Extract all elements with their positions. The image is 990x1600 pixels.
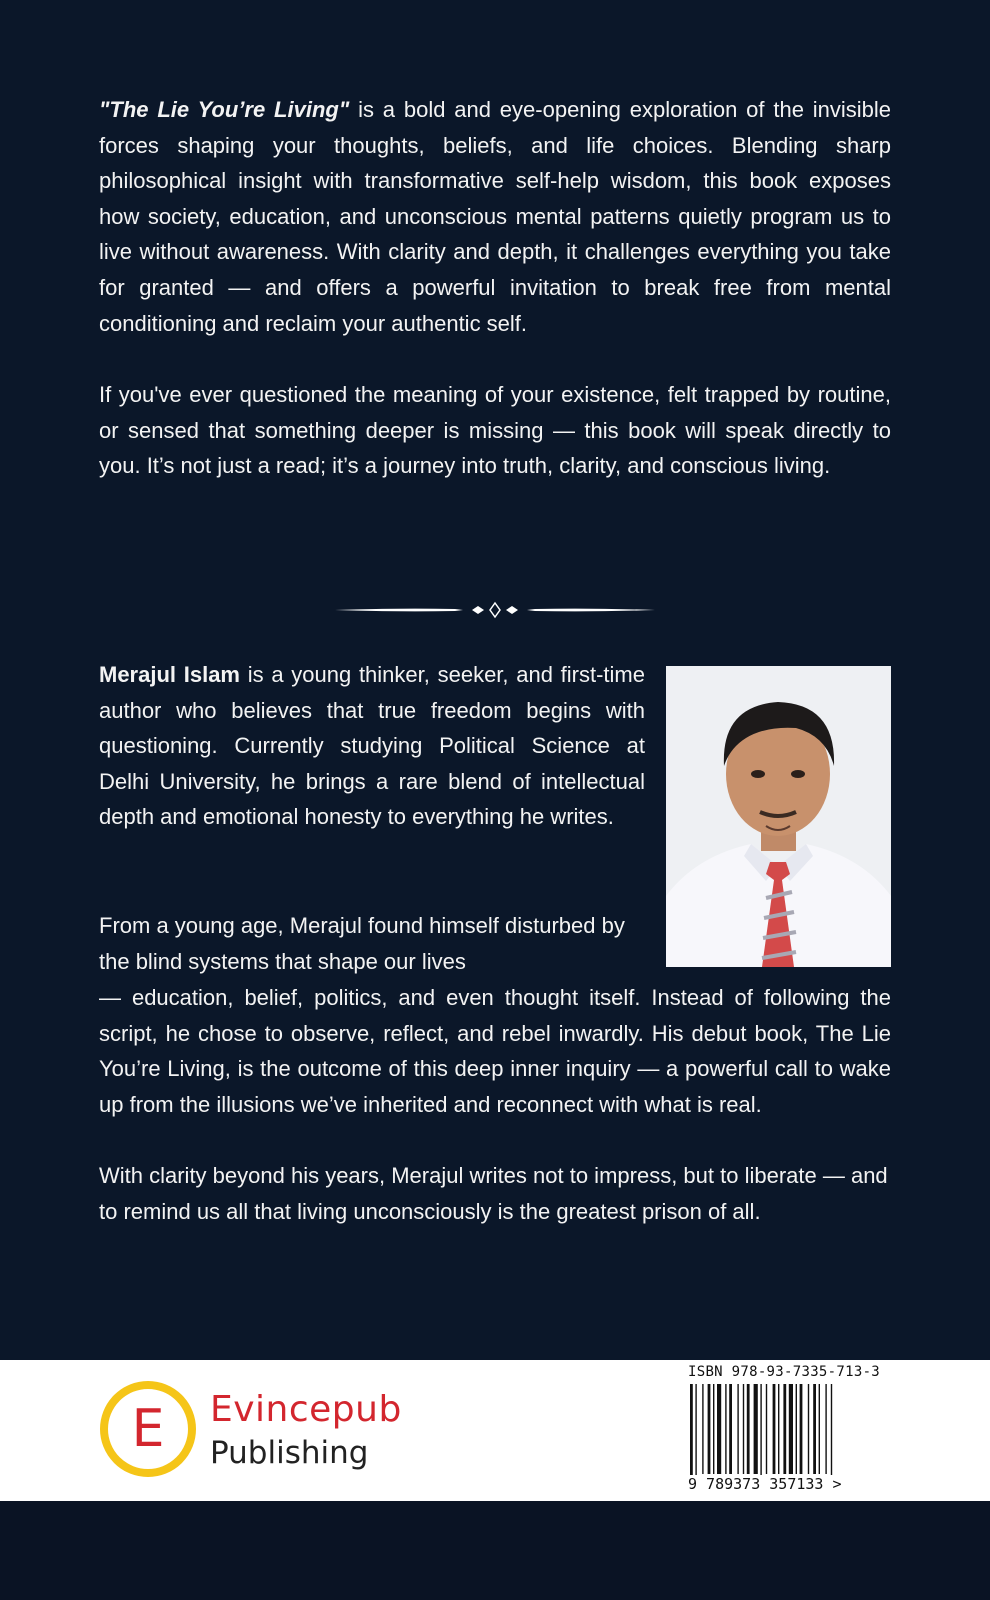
barcode-bar — [773, 1384, 776, 1474]
author-bio-paragraph-3: With clarity beyond his years, Merajul writes not to impress, but to liberate — and to remind us all that living unconsciously is the greatest prison of all. — [99, 1163, 888, 1224]
barcode-bar — [713, 1384, 714, 1474]
isbn-digits: 9 789373 357133 > — [688, 1475, 842, 1493]
footer-strip — [0, 1501, 990, 1600]
book-title: "The Lie You’re Living" — [99, 97, 350, 122]
author-bio-paragraph-1-text: is a young thinker, seeker, and first-time author who believes that true freedom begins with questioning. Currently studying Political Science at Delhi University, he brings a rare blend of intellectual depth and emotional honesty to everything he writes. — [99, 662, 645, 830]
barcode-bar — [800, 1384, 803, 1474]
blurb-paragraph-1-text: is a bold and eye-opening exploration of the invisible forces shaping your thoughts, beliefs, and life choices. Blending sharp philosophical insight with transformative self-help wisdom, this book exposes how society, education, and unconscious mental patterns quietly program us to live without awareness. With clarity and depth, it challenges everything you take for granted — and offers a powerful invitation to break free from mental conditioning and reclaim your authentic self. — [99, 97, 892, 336]
publisher-name: Evincepub — [210, 1389, 402, 1430]
barcode-bar — [702, 1384, 703, 1474]
barcode-bar — [708, 1384, 711, 1474]
blurb-paragraph-1 — [99, 92, 891, 341]
barcode-bar — [737, 1384, 738, 1474]
author-bio-paragraph-1 — [99, 657, 645, 835]
barcode-bar — [747, 1384, 750, 1474]
barcode-bar — [813, 1384, 816, 1474]
publisher-logo-icon — [98, 1379, 198, 1479]
barcode — [688, 1382, 848, 1486]
blurb-paragraph-2: If you've ever questioned the meaning of your existence, felt trapped by routine, or sensed that something deeper is missing — this book will speak directly to you. It’s not just a read; it’s a journey into truth, clarity, and conscious living. — [99, 382, 891, 479]
barcode-bar — [760, 1384, 761, 1484]
author-bio-paragraph-2-start: From a young age, Merajul found himself disturbed by the blind systems that shape our lives — [99, 913, 625, 974]
barcode-bar — [695, 1384, 696, 1484]
author-photo — [666, 666, 891, 967]
barcode-bar — [831, 1384, 832, 1484]
author-name: Merajul Islam — [99, 662, 240, 687]
barcode-bar — [783, 1384, 786, 1474]
author-bio-paragraph-2-rest: — education, belief, politics, and even thought itself. Instead of following the script, he chose to observe, reflect, and rebel inwardly. His debut book, The Lie You’re Living, is the outcome of this deep inner inquiry — a powerful call to wake up from the illusions we’ve inherited and reconnect with what is real. — [99, 985, 891, 1117]
publisher-name-line-2: Publishing — [210, 1435, 369, 1471]
barcode-bar — [729, 1384, 732, 1474]
ornament-divider — [335, 598, 655, 622]
barcode-bar — [796, 1384, 797, 1474]
barcode-bar — [725, 1384, 726, 1474]
barcode-bar — [789, 1384, 793, 1474]
barcode-bar — [717, 1384, 721, 1474]
barcode-bar — [690, 1384, 693, 1484]
barcode-bar — [754, 1384, 758, 1474]
barcode-bar — [778, 1384, 779, 1474]
barcode-bar — [743, 1384, 744, 1474]
barcode-bar — [808, 1384, 809, 1474]
barcode-bar — [825, 1384, 826, 1474]
barcode-bar — [766, 1384, 767, 1474]
logo-letter: E — [131, 1399, 165, 1459]
barcode-bar — [819, 1384, 820, 1474]
isbn-label: ISBN 978-93-7335-713-3 — [688, 1364, 881, 1380]
